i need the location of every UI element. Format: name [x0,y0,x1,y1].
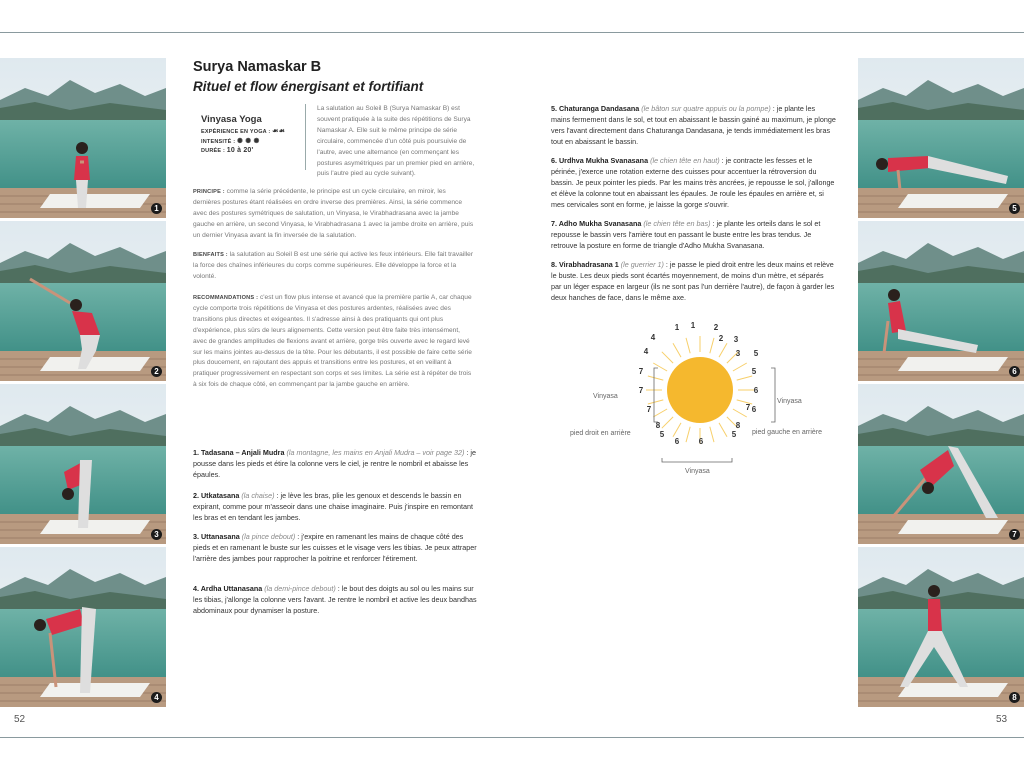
intro-paragraph: La salutation au Soleil B (Surya Namaskar B) est souvent pratiquée à la suite des répétitions de Surya Namaskar A. Elle suit le même principe de série circulaire, commencée d'un côté puis poursuivie de l'autre, avec une alternance (en commençant les postures asymétriques par un premier pied en arrière, puis l'autre pied au cycle suivant). [317,105,475,178]
sun-ray [673,343,681,357]
diagram-number: 6 [753,386,759,395]
diagram-number: 7 [638,367,644,376]
pose-photo-5 [858,58,1024,218]
label-vinyasa-left: Vinyasa [593,393,618,400]
page-title: Surya Namaskar B [193,59,322,75]
step-text: : je plante les orteils dans le sol et repousse le bassin vers l'arrière tout en passant le buste entre les bras tendus. Je retrouve la posture en forme de triangle d'Adho Mukha Svanasana. [551,219,821,250]
diagram-number: 6 [674,437,680,446]
step-name: 2. Utkatasana [193,491,240,500]
step-translation: (le chien tête en bas) [641,219,711,228]
intensity-row [201,137,305,145]
bracket-left [654,368,658,422]
pose-photo-7 [858,384,1024,544]
label-vinyasa-bottom: Vinyasa [685,468,710,475]
pose-number-badge: 7 [1009,529,1020,540]
sun-ray [733,363,747,371]
pose-number-badge: 8 [1009,692,1020,703]
bracket-bottom [662,458,732,462]
diagram-number: 8 [655,421,661,430]
label-vinyasa-right: Vinyasa [777,398,802,405]
sun-icon: ✺ ✺ ✺ [237,138,260,145]
sun-ray [733,409,747,417]
diagram-number: 5 [731,430,737,439]
duration-label: DURÉE : [201,148,226,154]
step-1 [193,448,478,481]
step-name: 1. Tadasana – Anjali Mudra [193,448,285,457]
step-name: 5. Chaturanga Dandasana [551,104,640,113]
sun-ray [662,352,673,363]
sun-ray [686,427,690,442]
step-name: 7. Adho Mukha Svanasana [551,219,642,228]
section-text: la salutation au Soleil B est une série qui active les feux intérieurs. Elle fait travailler la force des chaînes inférieures du corps comme supérieures. Elle développe la force et la volonté. [193,251,474,280]
sun-ray [719,343,727,357]
step-8 [551,260,836,304]
info-heading: Vinyasa Yoga [201,114,262,125]
duration-value: 10 à 20' [226,147,254,154]
step-4 [193,584,478,617]
sun-ray [710,427,714,442]
step-name: 6. Urdhva Mukha Svanasana [551,156,649,165]
section-text: comme la série précédente, le principe est un cycle circulaire, en miroir, les dernières postures étant réalisées en ordre inverse des premières. Ainsi, la série commence avec des postures symétriques de salutation, un Vinyasa, le Virabhadrasana avec la jambe gauche en arrière, un second Vinyasa, le Virabhadrasana 1 avec la jambe droite en arrière, puis un dernier Vinyasa avant la fin inversée de la salutation. [193,188,474,239]
top-rule [0,32,1024,33]
step-name: 4. Ardha Uttanasana [193,584,263,593]
step-2 [193,491,478,524]
diagram-number: 6 [698,437,704,446]
sun-ray [648,400,663,404]
diagram-number: 1 [690,321,696,330]
duration-row [201,147,305,154]
pose-number-badge: 5 [1009,203,1020,214]
sun-ray [653,409,667,417]
section-label: BIENFAITS : [193,252,228,258]
diagram-number: 1 [674,323,680,332]
step-translation: (le chien tête en haut) [648,156,720,165]
diagram-number: 8 [735,421,741,430]
step-text: : le bout des doigts au sol ou les mains sur les tibias, j'allonge la colonne vers l'avant. Je rentre le nombril et active les deux bandhas abdominaux pour dynamiser la posture. [193,584,477,615]
step-translation: (la pince debout) [239,532,296,541]
sun-icon [667,357,733,423]
step-text: : je pousse dans les pieds et étire la colonne vers le ciel, je rentre le nombril et abaisse les épaules. [193,448,476,479]
section-principe [193,187,475,242]
step-text: : je plante les mains fermement dans le sol, et tout en abaissant le bassin gainé au maximum, je plonge vers l'avant directement dans Chaturanga Dandasana, je tends immédiatement les bras tout en abaissant le bassin. [551,104,836,146]
practice-info-box [193,104,306,170]
step-name: 3. Uttanasana [193,532,240,541]
leaf-icon: ☙☙ [272,128,286,135]
diagram-number: 2 [718,334,724,343]
sun-ray [648,376,663,380]
section-text: c'est un flow plus intense et avancé que la première partie A, car chaque cycle comporte trois répétitions de Vinyasa et des postures ardentes, réalisées avec des transitions plus directes et exigeantes. Il s'adresse ainsi à des pratiquants qui ont plus d'expérience, plus sûrs de leurs alignements. Cette version peut être faite très intensément, avec de grandes amplitudes de flexions avant et arrière, gorge très ouverte avec le regard levé sur les mains jointes au-dessus de la tête. Pour les débutants, il est possible de faire cette série plus doucement, en rajoutant des appuis et transitions entre les postures, et en veillant à pratiquer progressivement en respectant son corps et ses limites. La série est à répéter de trois à six fois de chaque côté, en commençant par la jambe gauche en arrière. [193,294,472,389]
pose-photo-1 [0,58,166,218]
label-pied-gauche: pied gauche en arrière [752,429,823,436]
label-pied-droit: pied droit en arrière [570,430,631,437]
step-text: : je contracte les fesses et le périnée, j'exerce une rotation externe des cuisses pour accentuer la rétroversion du bassin. Je peux pointer les pieds. Par les mains très ancrées, je repousse le sol, j'allonge et élève la colonne tout en abaissant les épaules. Je roule les épaules en arrière et, si mes cervicales sont en forme, je laisse la gorge s'ouvrir. [551,156,835,209]
step-text: : j'expire en ramenant les mains de chaque côté des pieds et en ramenant le buste sur les cuisses et le visage vers les tibias. Je peux attraper l'arrière des jambes pour rapprocher la poitrine et renforcer l'étirement. [193,532,477,563]
sun-sequence-diagram [560,316,840,486]
diagram-number: 6 [751,405,757,414]
page-number-left: 52 [14,714,26,725]
diagram-number: 5 [753,349,759,358]
step-3 [193,532,478,565]
intensity-label: INTENSITÉ : [201,139,236,145]
diagram-number: 7 [638,386,644,395]
step-translation: (le guerrier 1) [618,260,664,269]
step-text: : je lève les bras, plie les genoux et descends le bassin en expirant, comme pour m'asseoir dans une chaise imaginaire. Puis j'inspire en remontant les bras et en tendant les jambes. [193,491,474,522]
diagram-number: 2 [713,323,719,332]
diagram-number: 5 [659,430,665,439]
section-label: PRINCIPE : [193,189,225,195]
page-subtitle: Rituel et flow énergisant et fortifiant [193,79,424,94]
diagram-number: 4 [650,333,656,342]
pose-number-badge: 2 [151,366,162,377]
sun-ray [710,338,714,353]
step-translation: (la montagne, les mains en Anjali Mudra – voir page 32) [284,448,465,457]
diagram-number: 3 [733,335,739,344]
diagram-number: 5 [751,367,757,376]
bottom-rule [0,737,1024,738]
pose-photo-8 [858,547,1024,707]
pose-number-badge: 4 [151,692,162,703]
section-recommandations [193,293,475,391]
sun-ray [719,423,727,437]
pose-photo-3 [0,384,166,544]
pose-photo-4 [0,547,166,707]
pose-number-badge: 3 [151,529,162,540]
pose-number-badge: 1 [151,203,162,214]
step-7 [551,219,836,252]
experience-label: EXPÉRIENCE EN YOGA : [201,129,271,135]
sun-ray [653,363,667,371]
pose-photo-6 [858,221,1024,381]
step-5 [551,104,836,148]
section-bienfaits [193,250,475,283]
step-translation: (la chaise) [239,491,275,500]
step-name: 8. Virabhadrasana 1 [551,260,619,269]
sun-ray [673,423,681,437]
bracket-right [771,368,775,422]
diagram-number: 7 [646,405,652,414]
step-6 [551,156,836,211]
step-text: : je passe le pied droit entre les deux mains et relève le buste. Les deux pieds sont écartés moyennement, de moins d'un mètre, et séparés par un léger espace en largeur (ils ne sont pas l'un derrière l'autre), de façon à garder les deux hanches de face, dans le même axe. [551,260,835,302]
experience-row [201,127,305,135]
step-translation: (la demi-pince debout) [262,584,336,593]
sun-ray [686,338,690,353]
step-translation: (le bâton sur quatre appuis ou la pompe) [639,104,771,113]
pose-photo-2 [0,221,166,381]
pose-number-badge: 6 [1009,366,1020,377]
diagram-number: 4 [643,347,649,356]
sun-ray [662,417,673,428]
diagram-number: 3 [735,349,741,358]
sun-ray [737,376,752,380]
diagram-number: 7 [745,403,751,412]
section-label: RECOMMANDATIONS : [193,295,259,301]
page-number-right: 53 [996,714,1008,725]
